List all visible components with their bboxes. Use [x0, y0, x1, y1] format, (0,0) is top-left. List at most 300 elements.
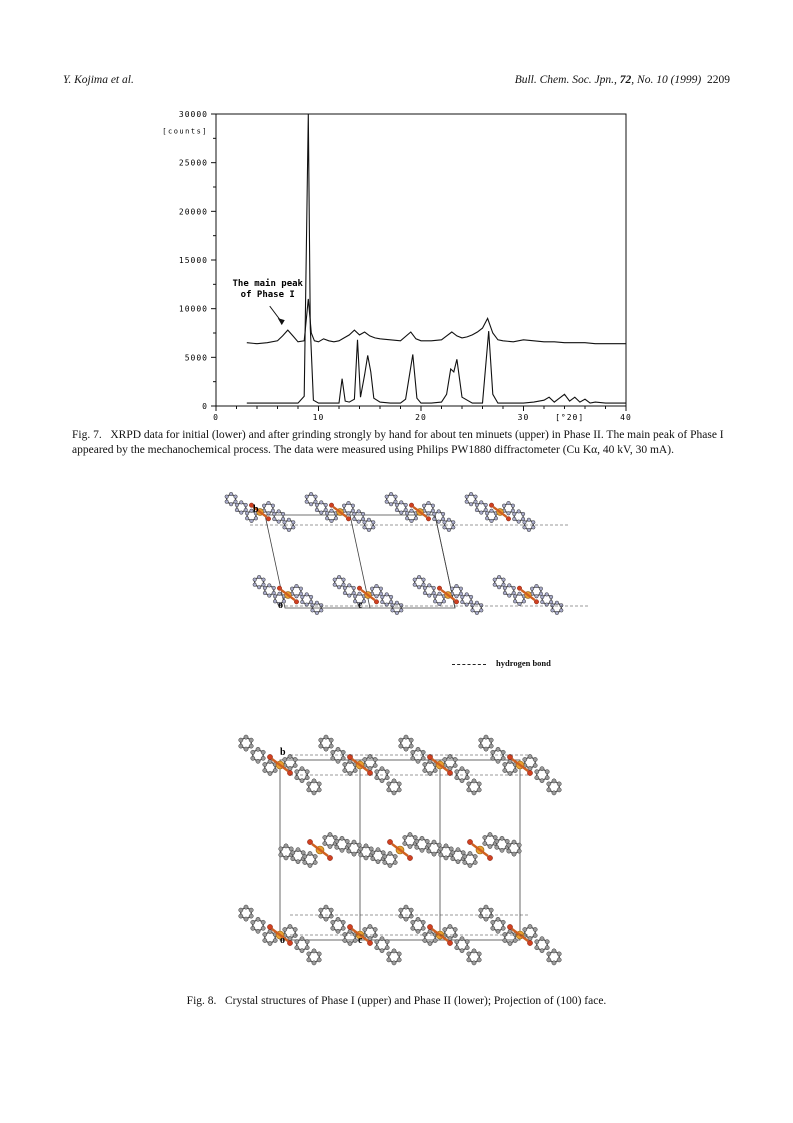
xrpd-chart-svg	[150, 106, 640, 426]
atom	[351, 504, 355, 508]
atom	[239, 744, 243, 748]
atom	[441, 512, 445, 516]
atom	[392, 779, 396, 783]
oxygen-atom	[487, 855, 492, 860]
atom	[545, 593, 549, 597]
atom	[273, 594, 277, 598]
atom	[443, 757, 447, 761]
atom	[363, 526, 367, 530]
atom	[295, 776, 299, 780]
atom	[404, 917, 408, 921]
atom	[240, 501, 244, 505]
atom	[307, 788, 311, 792]
atom	[363, 521, 367, 525]
atom	[475, 601, 479, 605]
atom	[273, 768, 277, 772]
atom	[279, 847, 283, 851]
atom	[272, 517, 276, 521]
atom	[400, 501, 404, 505]
atom	[379, 587, 383, 591]
crystal-structure-svg	[190, 480, 610, 990]
atom	[296, 848, 300, 852]
atom	[389, 502, 393, 506]
atom	[491, 926, 495, 930]
atom	[414, 517, 418, 521]
atom	[522, 600, 526, 604]
atom	[480, 609, 484, 613]
atom	[512, 852, 516, 856]
atom	[341, 756, 345, 760]
atom	[453, 927, 457, 931]
atom	[432, 852, 436, 856]
atom	[433, 594, 437, 598]
atom	[293, 933, 297, 937]
atom	[455, 584, 459, 588]
atom	[253, 583, 257, 587]
atom	[342, 578, 346, 582]
atom	[428, 594, 432, 598]
atom	[432, 517, 436, 521]
atom	[480, 501, 484, 505]
atom	[371, 851, 375, 855]
atom	[453, 763, 457, 767]
atom	[330, 519, 334, 523]
atom	[399, 908, 403, 912]
atom	[405, 517, 409, 521]
atom	[277, 510, 281, 514]
atom	[507, 843, 511, 847]
atom	[268, 594, 272, 598]
atom	[557, 952, 561, 956]
atom	[484, 917, 488, 921]
atom	[512, 517, 516, 521]
atom	[468, 863, 472, 867]
atom	[335, 839, 339, 843]
atom	[404, 747, 408, 751]
atom	[331, 920, 335, 924]
atom	[336, 929, 340, 933]
atom	[488, 844, 492, 848]
atom	[501, 756, 505, 760]
atom	[490, 509, 494, 513]
atom	[244, 747, 248, 751]
atom	[400, 604, 404, 608]
atom	[324, 905, 328, 909]
atom	[395, 601, 399, 605]
atom	[283, 927, 287, 931]
atom	[291, 851, 295, 855]
atom	[417, 585, 421, 589]
atom	[503, 768, 507, 772]
atom	[250, 519, 254, 523]
y-tick-label: 0	[202, 402, 208, 411]
oxygen-atom	[267, 924, 272, 929]
atom	[343, 938, 347, 942]
atom	[460, 937, 464, 941]
atom	[417, 575, 421, 579]
atom	[423, 932, 427, 936]
atom	[517, 510, 521, 514]
atom	[385, 770, 389, 774]
atom	[518, 592, 522, 596]
atom	[422, 578, 426, 582]
atom	[472, 791, 476, 795]
atom	[453, 757, 457, 761]
atom	[320, 501, 324, 505]
atom	[391, 604, 395, 608]
atom	[465, 946, 469, 950]
atom	[320, 604, 324, 608]
atom	[423, 768, 427, 772]
atom	[385, 593, 389, 597]
atom	[555, 611, 559, 615]
atom	[240, 511, 244, 515]
y-tick-label: 30000	[178, 110, 208, 119]
atom	[352, 512, 356, 516]
oxygen-atom	[277, 586, 281, 590]
atom	[403, 835, 407, 839]
atom	[251, 756, 255, 760]
atom	[328, 832, 332, 836]
atom	[305, 770, 309, 774]
atom	[312, 961, 316, 965]
atom	[359, 853, 363, 857]
atom	[431, 504, 435, 508]
atom	[416, 917, 420, 921]
atom	[392, 961, 396, 965]
annotation-text: of Phase I	[240, 290, 295, 301]
atom	[535, 584, 539, 588]
atom	[319, 914, 323, 918]
atom	[336, 747, 340, 751]
atom	[279, 853, 283, 857]
fig8-label: Fig. 8.	[186, 995, 217, 1007]
atom	[477, 788, 481, 792]
hydrogen-bond-legend	[452, 658, 551, 668]
atom	[343, 932, 347, 936]
atom	[416, 747, 420, 751]
atom	[507, 511, 511, 515]
atom	[508, 941, 512, 945]
atom	[303, 860, 307, 864]
atom	[469, 502, 473, 506]
atom	[460, 767, 464, 771]
atom	[549, 595, 553, 599]
atom	[463, 860, 467, 864]
atom	[300, 600, 304, 604]
atom	[239, 738, 243, 742]
atom	[551, 604, 555, 608]
atom	[380, 949, 384, 953]
oxygen-atom	[347, 924, 352, 929]
atom	[375, 594, 379, 598]
atom	[465, 940, 469, 944]
atom	[421, 750, 425, 754]
atom	[489, 738, 493, 742]
atom	[560, 604, 564, 608]
atom	[535, 946, 539, 950]
fig7-text: XRPD data for initial (lower) and after grinding strongly by hand for about ten minuets (upper) in Phase II. The main peak of Phase I appeared by the mechanochemical process. The data were measured using Philips PW1880 diffractometer (Cu Kα, 40 kV, 30 mA).	[72, 429, 724, 456]
atom	[479, 738, 483, 742]
atom	[477, 782, 481, 786]
atom	[460, 600, 464, 604]
atom	[373, 763, 377, 767]
plot-frame	[216, 114, 626, 406]
oxygen-atom	[266, 517, 270, 521]
atom	[517, 520, 521, 524]
oxygen-atom	[307, 839, 312, 844]
atom	[403, 841, 407, 845]
journal-name: Bull. Chem. Soc. Jpn.,	[514, 74, 620, 86]
atom	[296, 860, 300, 864]
oxygen-atom	[506, 517, 510, 521]
atom	[287, 528, 291, 532]
atom	[416, 759, 420, 763]
atom	[362, 600, 366, 604]
y-axis-label: [counts]	[162, 127, 208, 136]
atom	[557, 788, 561, 792]
atom	[533, 757, 537, 761]
oxygen-atom	[329, 503, 333, 507]
atom	[427, 849, 431, 853]
atom	[299, 587, 303, 591]
atom	[353, 768, 357, 772]
y-tick-label: 10000	[178, 304, 208, 314]
atom	[320, 511, 324, 515]
atom	[472, 961, 476, 965]
atom	[432, 840, 436, 844]
phase-two-structure	[239, 735, 562, 965]
atom	[324, 503, 328, 507]
atom	[456, 848, 460, 852]
atom	[475, 611, 479, 615]
atom	[387, 952, 391, 956]
atom	[447, 518, 451, 522]
atom	[324, 917, 328, 921]
atom	[450, 587, 454, 591]
oxygen-atom	[374, 600, 378, 604]
atom	[256, 747, 260, 751]
atom	[256, 929, 260, 933]
upper-axis-label-c: c	[358, 600, 363, 611]
upper-axis-label-b: b	[253, 504, 259, 515]
atom	[528, 924, 532, 928]
atom	[411, 750, 415, 754]
atom	[340, 836, 344, 840]
oxygen-atom	[387, 839, 392, 844]
atom	[465, 495, 469, 499]
atom	[479, 914, 483, 918]
atom	[475, 508, 479, 512]
atom	[442, 600, 446, 604]
oxygen-atom	[527, 940, 532, 945]
atom	[547, 952, 551, 956]
atom	[308, 851, 312, 855]
atom	[278, 592, 282, 596]
atom	[385, 946, 389, 950]
series-line-lower	[247, 114, 626, 403]
atom	[387, 788, 391, 792]
atom	[268, 941, 272, 945]
atom	[495, 839, 499, 843]
atom	[261, 926, 265, 930]
atom	[272, 512, 276, 516]
atom	[239, 914, 243, 918]
crystal-structure-figure	[190, 480, 610, 990]
atom	[325, 511, 329, 515]
atom	[532, 521, 536, 525]
atom	[433, 768, 437, 772]
atom	[284, 856, 288, 860]
atom	[475, 503, 479, 507]
atom	[535, 594, 539, 598]
atom	[263, 586, 267, 590]
atom	[421, 920, 425, 924]
atom	[272, 586, 276, 590]
atom	[413, 583, 417, 587]
atom	[367, 528, 371, 532]
atom	[495, 845, 499, 849]
atom	[284, 844, 288, 848]
oxygen-atom	[267, 754, 272, 759]
atom	[460, 949, 464, 953]
atom	[341, 920, 345, 924]
atom	[512, 840, 516, 844]
atom	[376, 848, 380, 852]
atom	[432, 512, 436, 516]
atom	[490, 519, 494, 523]
atom	[399, 744, 403, 748]
annotation-arrowhead	[278, 318, 285, 325]
atom	[555, 601, 559, 605]
atom	[261, 920, 265, 924]
atom	[300, 937, 304, 941]
fig8-text: Crystal structures of Phase I (upper) and Phase II (lower); Projection of (100) face.	[225, 995, 607, 1007]
atom	[540, 949, 544, 953]
atom	[507, 849, 511, 853]
atom	[411, 920, 415, 924]
atom	[307, 952, 311, 956]
atom	[283, 526, 287, 530]
atom	[336, 759, 340, 763]
atom	[329, 908, 333, 912]
atom	[421, 756, 425, 760]
atom	[560, 609, 564, 613]
atom	[503, 586, 507, 590]
atom	[305, 946, 309, 950]
atom	[317, 952, 321, 956]
atom	[357, 510, 361, 514]
upper-axis-label-o: o	[278, 600, 283, 611]
atom	[363, 757, 367, 761]
atom	[311, 609, 315, 613]
atom	[244, 503, 248, 507]
atom	[295, 946, 299, 950]
series-line-upper	[247, 299, 626, 344]
atom	[423, 938, 427, 942]
atom	[503, 762, 507, 766]
atom	[395, 508, 399, 512]
atom	[292, 521, 296, 525]
atom	[239, 908, 243, 912]
atom	[489, 914, 493, 918]
atom	[501, 750, 505, 754]
atom	[295, 770, 299, 774]
atom	[394, 495, 398, 499]
atom	[251, 926, 255, 930]
atom	[343, 768, 347, 772]
atom	[343, 591, 347, 595]
atom	[479, 908, 483, 912]
atom	[352, 586, 356, 590]
atom	[253, 578, 257, 582]
oxygen-atom	[447, 940, 452, 945]
atom	[251, 920, 255, 924]
atom	[367, 518, 371, 522]
atom	[311, 604, 315, 608]
atom	[293, 927, 297, 931]
atom	[341, 926, 345, 930]
atom	[235, 508, 239, 512]
oxygen-atom	[357, 586, 361, 590]
atom	[245, 511, 249, 515]
atom	[343, 762, 347, 766]
atom	[422, 504, 426, 508]
atom	[409, 908, 413, 912]
oxygen-atom	[327, 855, 332, 860]
atom	[283, 521, 287, 525]
atom	[254, 517, 258, 521]
atom	[410, 509, 414, 513]
x-tick-label: 10	[312, 413, 325, 422]
atom	[455, 946, 459, 950]
oxygen-atom	[287, 940, 292, 945]
atom	[496, 759, 500, 763]
atom	[262, 504, 266, 508]
atom	[469, 492, 473, 496]
atom	[319, 738, 323, 742]
x-tick-label: 40	[620, 413, 632, 422]
atom	[484, 735, 488, 739]
atom	[533, 933, 537, 937]
atom	[456, 860, 460, 864]
atom	[437, 520, 441, 524]
atom	[552, 949, 556, 953]
atom	[451, 857, 455, 861]
atom	[305, 593, 309, 597]
atom	[501, 926, 505, 930]
atom	[397, 782, 401, 786]
atom	[473, 860, 477, 864]
atom	[370, 587, 374, 591]
atom	[494, 517, 498, 521]
atom	[513, 600, 517, 604]
atom	[385, 940, 389, 944]
atom	[551, 609, 555, 613]
atom	[315, 508, 319, 512]
atom	[371, 857, 375, 861]
atom	[353, 594, 357, 598]
atom	[376, 860, 380, 864]
atom	[496, 917, 500, 921]
atom	[455, 594, 459, 598]
lower-axis-label-c: c	[358, 935, 363, 946]
atom	[337, 575, 341, 579]
atom	[484, 503, 488, 507]
atom	[273, 938, 277, 942]
atom	[508, 594, 512, 598]
atom	[291, 857, 295, 861]
